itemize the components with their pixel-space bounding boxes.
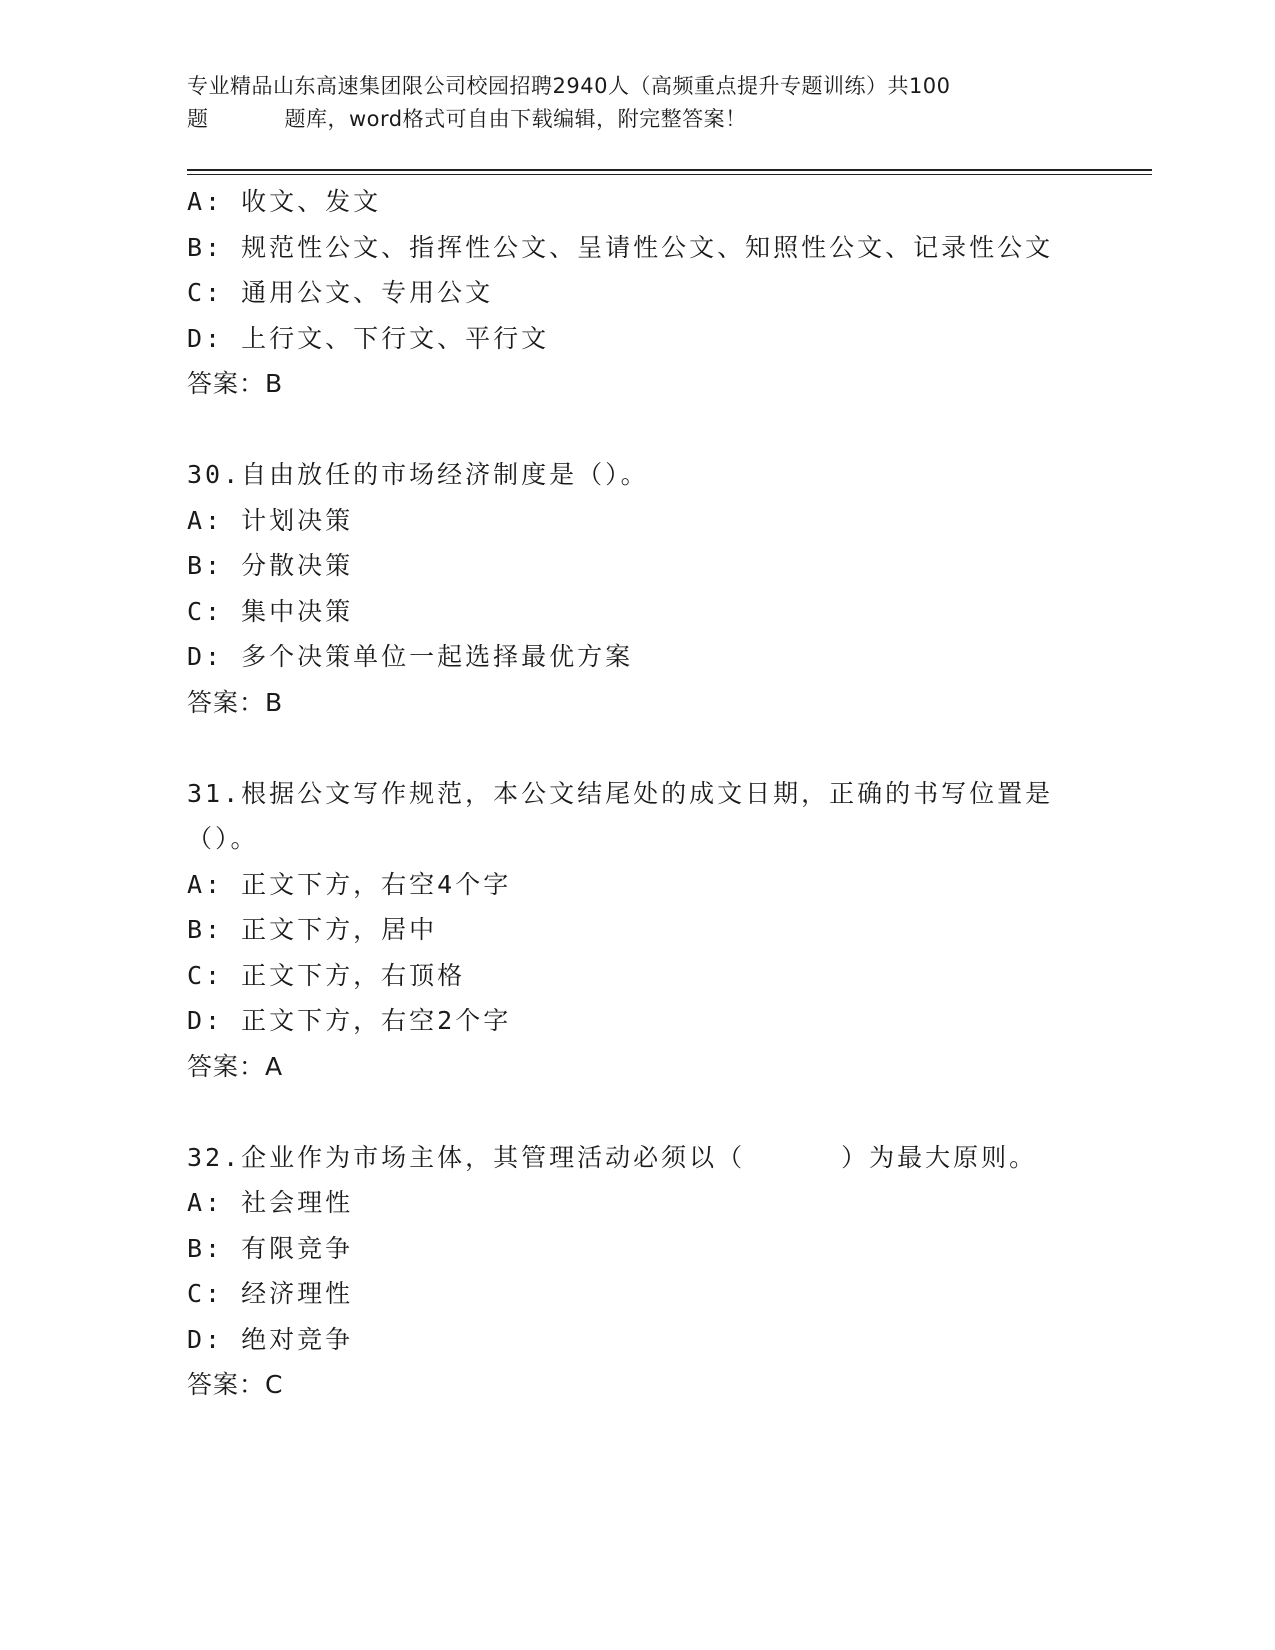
option-c: C: 经济理性 — [187, 1279, 354, 1308]
option-a: A: 收文、发文 — [187, 187, 382, 216]
question-text-line1: 31.根据公文写作规范，本公文结尾处的成文日期，正确的书写位置是 — [187, 778, 1054, 808]
question-text-line2: （）。 — [187, 824, 259, 853]
option-c: C: 正文下方，右顶格 — [187, 960, 466, 990]
option-a: A: 正文下方，右空4个字 — [187, 869, 512, 899]
header-title-line2 — [187, 103, 1167, 136]
question-text: 30.自由放任的市场经济制度是（）。 — [187, 460, 649, 489]
answer: 答案：A — [187, 1051, 284, 1081]
option-c: C: 集中决策 — [187, 596, 354, 626]
question-32 — [187, 1135, 1167, 1408]
option-a: A: 计划决策 — [187, 505, 354, 535]
option-b: B: 正文下方，居中 — [187, 915, 438, 944]
option-d: D: 多个决策单位一起选择最优方案 — [187, 642, 634, 671]
question-29 — [187, 179, 1167, 407]
answer: 答案：B — [187, 687, 284, 717]
header-title-line2-left: 题 — [187, 107, 209, 131]
document-header — [187, 70, 1167, 136]
header-title-line2-right: 题库，word格式可自由下载编辑，附完整答案！ — [284, 107, 747, 131]
option-b: B: 分散决策 — [187, 551, 354, 580]
question-list — [187, 179, 1167, 1408]
answer: 答案：B — [187, 369, 284, 398]
option-b: B: 规范性公文、指挥性公文、呈请性公文、知照性公文、记录性公文 — [187, 232, 1054, 262]
option-b: B: 有限竞争 — [187, 1233, 354, 1263]
option-d: D: 绝对竞争 — [187, 1324, 354, 1354]
option-a: A: 社会理性 — [187, 1188, 354, 1217]
header-divider-thick — [187, 169, 1152, 171]
question-31 — [187, 771, 1167, 1090]
header-title-line1: 专业精品山东高速集团限公司校园招聘2940人（高频重点提升专题训练）共100 — [187, 74, 951, 98]
header-divider-thin — [187, 174, 1152, 175]
question-text — [187, 1135, 1167, 1181]
question-text-after-blank: ）为最大原则。 — [841, 1142, 1038, 1172]
question-30 — [187, 452, 1167, 725]
answer: 答案：C — [187, 1370, 284, 1399]
option-d: D: 正文下方，右空2个字 — [187, 1006, 512, 1035]
option-d: D: 上行文、下行文、平行文 — [187, 323, 550, 353]
document-page — [187, 70, 1167, 1408]
question-text-before-blank: 32.企业作为市场主体，其管理活动必须以（ — [187, 1142, 746, 1172]
option-c: C: 通用公文、专用公文 — [187, 278, 494, 307]
